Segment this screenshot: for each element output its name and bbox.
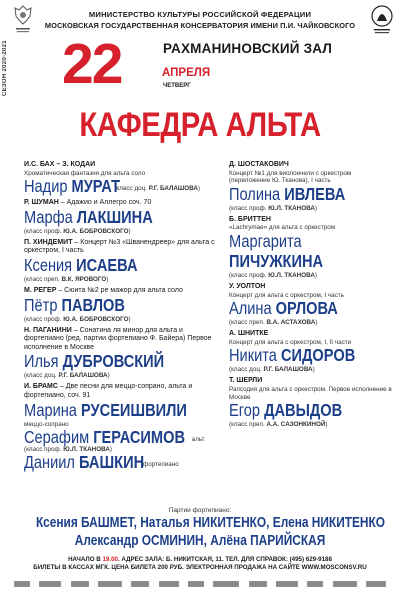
- season-label: СЕЗОН 2020-2021: [2, 40, 8, 96]
- start-time: 19.00: [102, 556, 118, 563]
- sponsor-logo-icon: [131, 581, 149, 587]
- composer-name: У. УОЛТОН: [229, 282, 266, 290]
- composer-name: И.С. БАХ – З. КОДАИ: [24, 161, 96, 168]
- performer-class: (класс доц. Р.Г. БАЛАШОВА): [24, 372, 110, 380]
- program-item: [24, 327, 224, 380]
- sponsor-logo-icon: [98, 581, 122, 587]
- pianists-line-2: Александр ОСМИНИН, Алёна ПАРИЙСКАЯ: [74, 533, 326, 549]
- performer-class: (класс проф. Ю.А. БОБРОВСКОГО): [24, 315, 131, 323]
- ticket-info: БИЛЕТЫ В КАССАХ МГК. ЦЕНА БИЛЕТА 200 РУБ. ЭЛЕКТРОННАЯ ПРОДАЖА НА САЙТЕ WWW.MOSCONSV.RU: [33, 564, 367, 571]
- work-title: – Две песни для меццо-сопрано, альта и фортепиано, соч. 91: [24, 383, 193, 399]
- work-title: – Сюита №2 ре мажор для альта соло: [56, 286, 183, 294]
- conservatory-title: МОСКОВСКАЯ ГОСУДАРСТВЕННАЯ КОНСЕРВАТОРИЯ ИМЕНИ П.И. ЧАЙКОВСКОГО: [44, 21, 356, 30]
- sponsor-logo-icon: [249, 581, 267, 587]
- performer-class: (класс доц. Р.Г. БАЛАШОВА): [114, 185, 201, 193]
- event-weekday: ЧЕТВЕРГ: [163, 83, 191, 89]
- conservatory-logo-icon: [370, 3, 394, 37]
- program-item: [229, 377, 394, 428]
- work-title: «Lachrymae» для альта с оркестром: [229, 224, 336, 232]
- performer-surname: ПИЧУЖКИНА: [229, 250, 324, 271]
- program-item: [24, 161, 224, 195]
- ministry-title: МИНИСТЕРСТВО КУЛЬТУРЫ РОССИЙСКОЙ ФЕДЕРАЦИИ: [88, 10, 312, 19]
- work-title: Концерт для альта с оркестром, I часть: [229, 291, 344, 299]
- performer-name: Маргарита: [229, 230, 302, 251]
- performer-class: (класс проф. Ю.Л. ТКАНОВА): [229, 271, 317, 279]
- performer-class: (класс преп. В.А. АСТАХОВА): [229, 319, 318, 327]
- performer-name: Пётр ПАВЛОВ: [24, 294, 125, 315]
- pianists-line-1: Ксения БАШМЕТ, Наталья НИКИТЕНКО, Елена НИКИТЕНКО: [36, 515, 386, 531]
- performer-class: (класс преп. А.А. САЗОНКИНОЙ): [229, 421, 328, 429]
- sponsor-logo-icon: [213, 581, 239, 587]
- performer-role: альт: [191, 435, 205, 443]
- performer-class: (класс проф. Ю.Л. ТКАНОВА): [24, 445, 112, 453]
- composer-name: М. РЕГЕР: [24, 286, 57, 294]
- performer-role: фортепиано: [143, 460, 179, 468]
- sponsor-logo-icon: [71, 581, 89, 587]
- performer-class: (класс доц. Р.Г. БАЛАШОВА): [229, 366, 315, 374]
- program-item: [24, 287, 224, 323]
- performer-name: Серафим ГЕРАСИМОВ: [24, 426, 186, 447]
- performer-class: (класс проф. Ю.А. БОБРОВСКОГО): [24, 227, 131, 235]
- performer-name: Марфа ЛАКШИНА: [24, 206, 153, 227]
- concert-title: КАФЕДРА АЛЬТА: [79, 106, 321, 144]
- coat-of-arms-icon: [13, 4, 33, 36]
- performer-name: Ксения ИСАЕВА: [24, 254, 138, 275]
- performer-name: Надир МУРАТ: [24, 176, 121, 197]
- sponsor-logo-icon: [188, 581, 204, 587]
- composer-name: Д. ШОСТАКОВИЧ: [229, 161, 289, 168]
- work-title: Концерт №1 для виолончели с оркестром (переложение Ю. Тканова), I часть: [229, 169, 352, 185]
- event-month: АПРЕЛЯ: [162, 67, 211, 79]
- composer-name: Б. БРИТТЕН: [229, 215, 271, 223]
- venue-info: НАЧАЛО В 19.00. АДРЕС ЗАЛА: Б. НИКИТСКАЯ, 11. ТЕЛ. ДЛЯ СПРАВОК: (495) 629-9188: [68, 556, 332, 563]
- performer-name: Егор ДАВЫДОВ: [229, 400, 343, 421]
- work-title: – Концерт №3 «Шванендреер» для альта с оркестром, I часть: [24, 238, 215, 255]
- performer-name: Даниил БАШКИН: [24, 451, 145, 472]
- sponsor-logo-icon: [276, 581, 298, 587]
- event-day: 22: [62, 32, 122, 96]
- performer-name: Полина ИВЛЕВА: [229, 183, 346, 204]
- composer-name: Н. ПАГАНИНИ: [24, 326, 72, 334]
- sponsor-logo-icon: [14, 581, 30, 587]
- program-item: [229, 283, 394, 326]
- work-title: – Сонатина ля минор для альта и фортепиано (ред. партии фортепиано Ф. Байера) Первое исполнение в Москве: [24, 326, 212, 351]
- program-left-column: [24, 161, 224, 475]
- composer-name: П. ХИНДЕМИТ: [24, 238, 73, 246]
- performer-name: Алина ОРЛОВА: [229, 298, 338, 319]
- sponsor-logo-icon: [366, 581, 386, 587]
- composer-name: И. БРАМС: [24, 383, 58, 391]
- work-title: Рапсодия для альта с оркестром. Первое исполнение в Москве: [229, 385, 392, 401]
- work-title: – Адажио и Аллегро соч. 70: [58, 199, 152, 207]
- sponsor-logo-icon: [39, 581, 61, 587]
- composer-name: А. ШНИТКЕ: [229, 330, 269, 338]
- program-right-column: [229, 161, 394, 432]
- composer-name: Р. ШУМАН: [24, 199, 59, 207]
- performer-class: (класс преп. В.К. ЯРОВОГО): [24, 275, 109, 283]
- performer-name: Марина РУСЕИШВИЛИ: [24, 399, 187, 420]
- performer-role: меццо-сопрано: [24, 420, 69, 428]
- performer-name: Никита СИДОРОВ: [229, 345, 356, 366]
- sponsor-logo-icon: [333, 581, 357, 587]
- performer-class: (класс проф. Ю.Л. ТКАНОВА): [229, 204, 317, 212]
- program-item: [24, 199, 224, 235]
- performer-name: Илья ДУБРОВСКИЙ: [24, 351, 165, 372]
- program-item: [24, 239, 224, 283]
- program-item: [229, 216, 394, 279]
- work-title: Хроматическая фантазия для альта соло: [24, 169, 146, 177]
- hall-name: РАХМАНИНОВСКИЙ ЗАЛ: [163, 41, 333, 56]
- pianists-label: Партии фортепиано:: [168, 507, 232, 514]
- work-title: Концерт для альта с оркестром, I, II части: [229, 338, 352, 346]
- program-item: [229, 330, 394, 373]
- sponsor-logos: [14, 577, 386, 591]
- program-item: [229, 161, 394, 212]
- program-item: [24, 383, 224, 470]
- sponsor-logo-icon: [307, 581, 323, 587]
- composer-name: Т. ШЕРЛИ: [229, 377, 263, 385]
- sponsor-logo-icon: [159, 581, 179, 587]
